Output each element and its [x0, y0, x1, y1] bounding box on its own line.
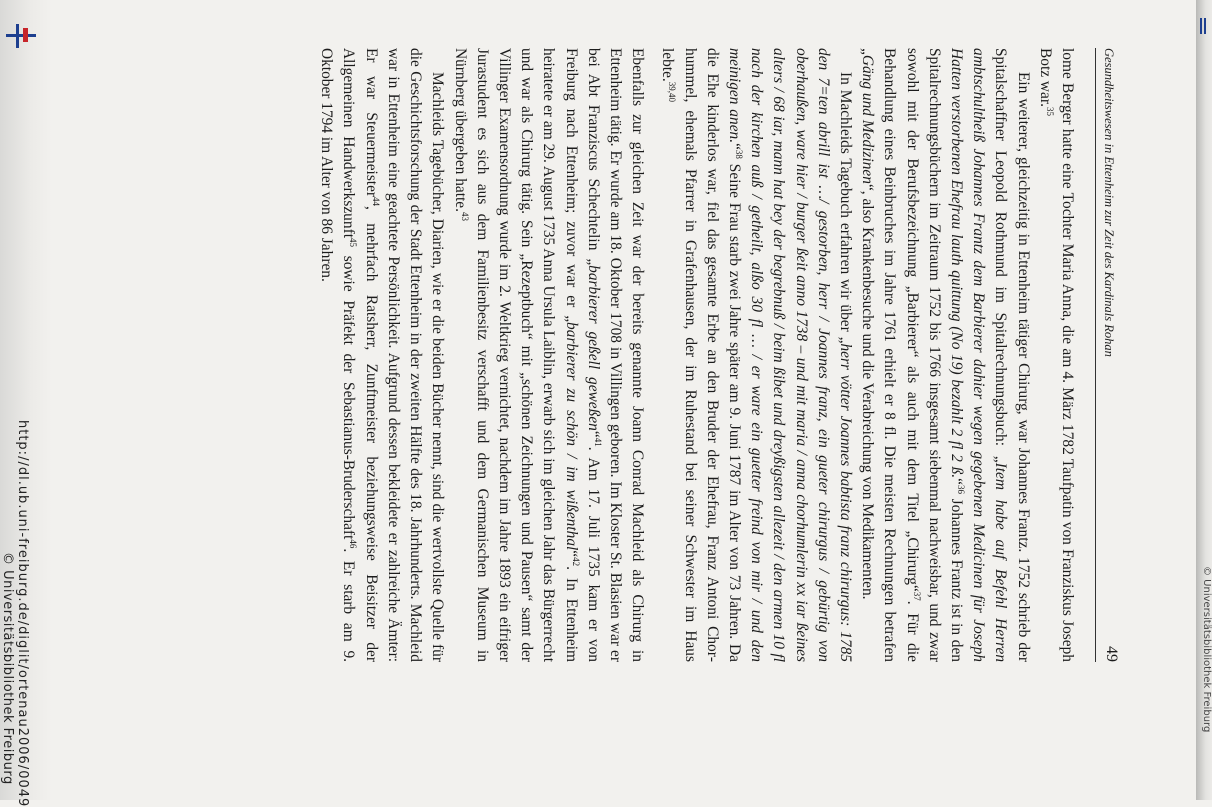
- text-run: barbierer zu schön / im wißenthal: [562, 322, 580, 551]
- text-run: “: [562, 550, 580, 558]
- text-run: herr vötter Joannes babtista franz chirurgus: 1785 den 7=ten abrill ist …/ gestorben, herr / Joannes franz, ein gueter chirurgus / gebürtig von oberhaußen, ware hier / burger ßeit anno 1738 – und mit maria / anna chorhumlerin xx iar ßeines alters / 68 iar, mann hat bey der begrebnuß / beim ßibet und dreyßigsten allezeit / den armen 10 fl nach der kirchen auß / getheilt, alßo 30 fl … / er ware ein guetter freind von mir / und den meinigen anen.: [725, 48, 854, 662]
- paragraph: [448, 48, 648, 662]
- text-run: . Er starb am 9. Oktober 1794 im Alter von 86 Jahren.: [318, 48, 358, 662]
- text-run: lome Berger hatte eine Tochter Maria Anna, die am 4. März 1782 Taufpatin von Franziskus Joseph Botz war.: [1036, 48, 1076, 662]
- text-run: Seine Frau starb zwei Jahre später am 9. Juni 1787 im Alter von 73 Jahren. Da die Ehe kinderlos war, fiel das gesamte Erbe an den Bruder der Ehefrau, Franz Antoni Chorhummel, ehemals Pfarrer in Grafenhausen, der im Ruhestand bei seiner Schwester im Haus lebte.: [659, 48, 743, 662]
- watermark-copyright: © Universitätsbibliothek Freiburg: [0, 552, 15, 785]
- text-run: Ein weiterer, gleichzeitig in Ettenheim tätiger Chirurg, war Johannes Frantz. 1752 schrieb der Spitalschaffner Leopold Rothmund im Spitalrechnungsbuch: „: [992, 48, 1032, 662]
- text-run: Machleids Tagebücher, Diarien, wie er die beiden Bücher nennt, sind die wertvollste Quelle für die Geschichtsforschung der Stadt Ettenheim in der zweiten Hälfte des 18. Jahrhunderts. Machleid war in Ettenheim eine geachtete Persönlichkeit. Aufgrund dessen bekleidete er zahlreiche Ämter: Er war Steuermeister: [362, 48, 447, 662]
- footnote-ref: 45: [348, 237, 359, 247]
- footnote-ref: 42: [570, 557, 581, 567]
- paragraph: [1034, 48, 1078, 662]
- text-run: “, also Krankenbesuche und die Verabreichung von Medikamenten.: [859, 183, 877, 600]
- footnote-ref: 39,40: [667, 81, 678, 103]
- text-run: Item habe auf Befehl Herren ambtschultheiß Johannes Frantz dem Barbierer dahier wegen gegebenen Medicinen für Joseph Hatten verstorbenen Ehefrau lauth quittung (No 19) bezahlt 2 fl 2 ß.: [947, 48, 1010, 663]
- paragraph: [856, 48, 1034, 662]
- text-run: In Machleids Tagebuch erfahren wir über „: [836, 72, 854, 344]
- footnote-ref: 46: [348, 539, 359, 549]
- running-header: [1095, 48, 1122, 662]
- text-run: . Am 17. Juli 1735 kam er von Freiburg nach Ettenheim; zuvor war er „: [562, 48, 602, 662]
- text-run: Ebenfalls zur gleichen Zeit war der bereits genannte Joann Conrad Machleid als Chirurg in Ettenheim tätig. Er wurde am 18. Oktober 1708 in Villingen geboren. Im Kloster St. Blasien war er bei Abt Franziscus Schechtelin „: [584, 48, 647, 662]
- footnote-ref: 37: [911, 591, 922, 601]
- body-text: [315, 48, 1078, 662]
- text-run: . Für die Behandlung eines Beinbruches im Jahre 1761 erhielt er 8 fl. Die meisten Rechnungen betrafen „: [859, 48, 921, 662]
- scan-registration-mark-right: [1200, 18, 1206, 34]
- watermark-right-edge: © Universitätsbibliothek Freiburg: [1201, 566, 1212, 733]
- text-run: , mehrfach Ratsherr, Zunftmeister beziehungsweise Beisitzer der Allgemeinen Handwerkszunft: [340, 48, 380, 662]
- text-run: . In Ettenheim heiratete er am 29. August 1735 Anna Ursula Laiblin, erwarb sich im gleichen Jahr das Bürgerrecht und war als Chirurg tätig. Sein „Rezeptbuch“ mit „schönen Zeichnungen und Pausen“ samt der Villinger Examensordnung wurde im 2. Weltkrieg vernichtet, nachdem im Jahre 1893 ein eifriger Jurastudent es sich aus dem Familienbesitz verschafft und dem Germanischen Museum in Nürnberg übergeben hatte.: [451, 48, 580, 663]
- footnote-ref: 35: [1044, 107, 1055, 116]
- footnote-ref: 38: [734, 149, 745, 159]
- text-run: Johannes Frantz ist in den Spitalrechnungsbüchern im Zeitraum 1752 bis 1766 insgesamt siebenmal nachweisbar, und zwar sowohl mit der Berufsbezeichnung „Barbierer“ als auch mit dem Titel „Chirurg“: [903, 48, 965, 662]
- text-run: sowie Präfekt der Sebastianus-Bruderschaft: [340, 246, 358, 540]
- text-run: “: [584, 430, 602, 438]
- watermark-url[interactable]: http://dl.ub.uni-freiburg.de/diglit/ortenau2006/0049: [15, 420, 30, 807]
- text-run: “: [947, 478, 965, 485]
- footnote-ref: 43: [459, 211, 470, 221]
- footnote-ref: 44: [370, 197, 381, 207]
- running-header-title: Gesundheitswesen in Ettenheim zur Zeit des Kardinals Rohan: [1102, 48, 1116, 357]
- document-page: [142, 48, 1122, 662]
- text-run: “: [725, 143, 743, 150]
- paragraph: [315, 48, 448, 662]
- footnote-ref: 36: [956, 484, 967, 494]
- text-run: barbierer geßell geweßen: [584, 265, 602, 431]
- paragraph: [656, 48, 856, 662]
- page-number: 49: [1103, 646, 1120, 662]
- text-run: Gäng und Medizinen: [859, 54, 877, 184]
- footnote-ref: 41: [592, 437, 603, 447]
- watermark: [0, 0, 46, 807]
